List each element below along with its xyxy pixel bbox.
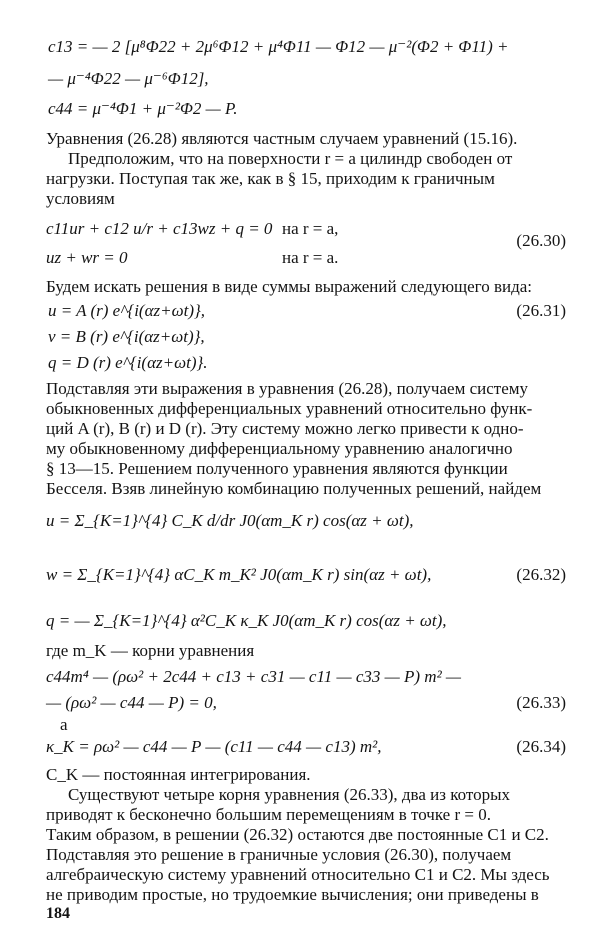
equation-number-26-34: (26.34) xyxy=(516,737,566,756)
kappa-definition: κ_K = ρω² — c44 — P — (c11 — c44 — c13) m², xyxy=(46,737,382,756)
text-and: а xyxy=(60,715,68,734)
paragraph-substituting-line6: Бесселя. Взяв линейную комбинацию полученных решений, найдем xyxy=(46,479,542,498)
formula-c13-line2: — μ⁻⁴Φ22 — μ⁻⁶Φ12], xyxy=(48,69,209,88)
paragraph-assume-line3: условиям xyxy=(46,189,115,208)
equation-number-26-31: (26.31) xyxy=(516,301,566,320)
paragraph-four-roots-line4: Подставляя это решение в граничные условия (26.30), получаем xyxy=(46,845,512,864)
formula-c44: c44 = μ⁻⁴Φ1 + μ⁻²Φ2 — P. xyxy=(48,99,238,118)
general-solution-q: q = — Σ_{K=1}^{4} α²C_K κ_K J0(αm_K r) cos(αz + ωt), xyxy=(46,611,447,630)
paragraph-four-roots-line2: приводят к бесконечно большим перемещениям в точке r = 0. xyxy=(46,805,491,824)
paragraph-four-roots-line5: алгебраическую систему уравнений относительно C1 и C2. Мы здесь xyxy=(46,865,550,884)
paragraph-four-roots-line3: Таким образом, в решении (26.32) остаются две постоянные C1 и C2. xyxy=(46,825,549,844)
bc-equation-1: c11ur + c12 u/r + c13wz + q = 0 xyxy=(46,219,273,238)
bc-condition-2: на r = a. xyxy=(282,248,339,267)
paragraph-substituting-line5: § 13—15. Решением полученного уравнения являются функции xyxy=(46,459,508,478)
paragraph-substituting-line2: обыкновенных дифференциальных уравнений относительно функ- xyxy=(46,399,533,418)
text-where-roots: где m_K — корни уравнения xyxy=(46,641,255,660)
general-solution-w: w = Σ_{K=1}^{4} αC_K m_K² J0(αm_K r) sin(αz + ωt), xyxy=(46,565,432,584)
equation-number-26-33: (26.33) xyxy=(516,693,566,712)
bc-equation-2: uz + wr = 0 xyxy=(46,248,128,267)
solution-u: u = A (r) e^{i(αz+ωt)}, xyxy=(48,301,206,320)
bc-condition-1: на r = a, xyxy=(282,219,339,238)
characteristic-equation-line2: — (ρω² — c44 — P) = 0, xyxy=(46,693,217,712)
equation-number-26-30: (26.30) xyxy=(516,231,566,250)
text-ck-constant: C_K — постоянная интегрирования. xyxy=(46,765,311,784)
paragraph-substituting-line1: Подставляя эти выражения в уравнения (26.28), получаем систему xyxy=(46,379,528,398)
paragraph-four-roots-line6: не приводим простые, но трудоемкие вычисления; они приведены в xyxy=(46,885,539,904)
paragraph-substituting-line4: му обыкновенному дифференциальному уравнению аналогично xyxy=(46,439,513,458)
formula-c13-line1: c13 = — 2 [μ⁸Φ22 + 2μ⁶Φ12 + μ⁴Φ11 — Φ12 — μ⁻²(Φ2 + Φ11) + xyxy=(48,37,509,56)
equation-number-26-32: (26.32) xyxy=(516,565,566,584)
general-solution-u: u = Σ_{K=1}^{4} C_K d/dr J0(αm_K r) cos(αz + ωt), xyxy=(46,511,414,530)
paragraph-assume-line2: нагрузки. Поступая так же, как в § 15, приходим к граничным xyxy=(46,169,495,188)
paragraph-four-roots-line1: Существуют четыре корня уравнения (26.33), два из которых xyxy=(68,785,511,804)
solution-q: q = D (r) e^{i(αz+ωt)}. xyxy=(48,353,208,372)
paragraph-substituting-line3: ций A (r), B (r) и D (r). Эту систему можно легко привести к одно- xyxy=(46,419,524,438)
paragraph-special-case: Уравнения (26.28) являются частным случаем уравнений (15.16). xyxy=(46,129,518,148)
paragraph-assume-line1: Предположим, что на поверхности r = a цилиндр свободен от xyxy=(68,149,513,168)
page-number: 184 xyxy=(46,905,70,922)
paragraph-seek-solutions: Будем искать решения в виде суммы выражений следующего вида: xyxy=(46,277,533,296)
solution-v: v = B (r) e^{i(αz+ωt)}, xyxy=(48,327,205,346)
characteristic-equation-line1: c44m⁴ — (ρω² + 2c44 + c13 + c31 — c11 — c33 — P) m² — xyxy=(46,667,462,686)
